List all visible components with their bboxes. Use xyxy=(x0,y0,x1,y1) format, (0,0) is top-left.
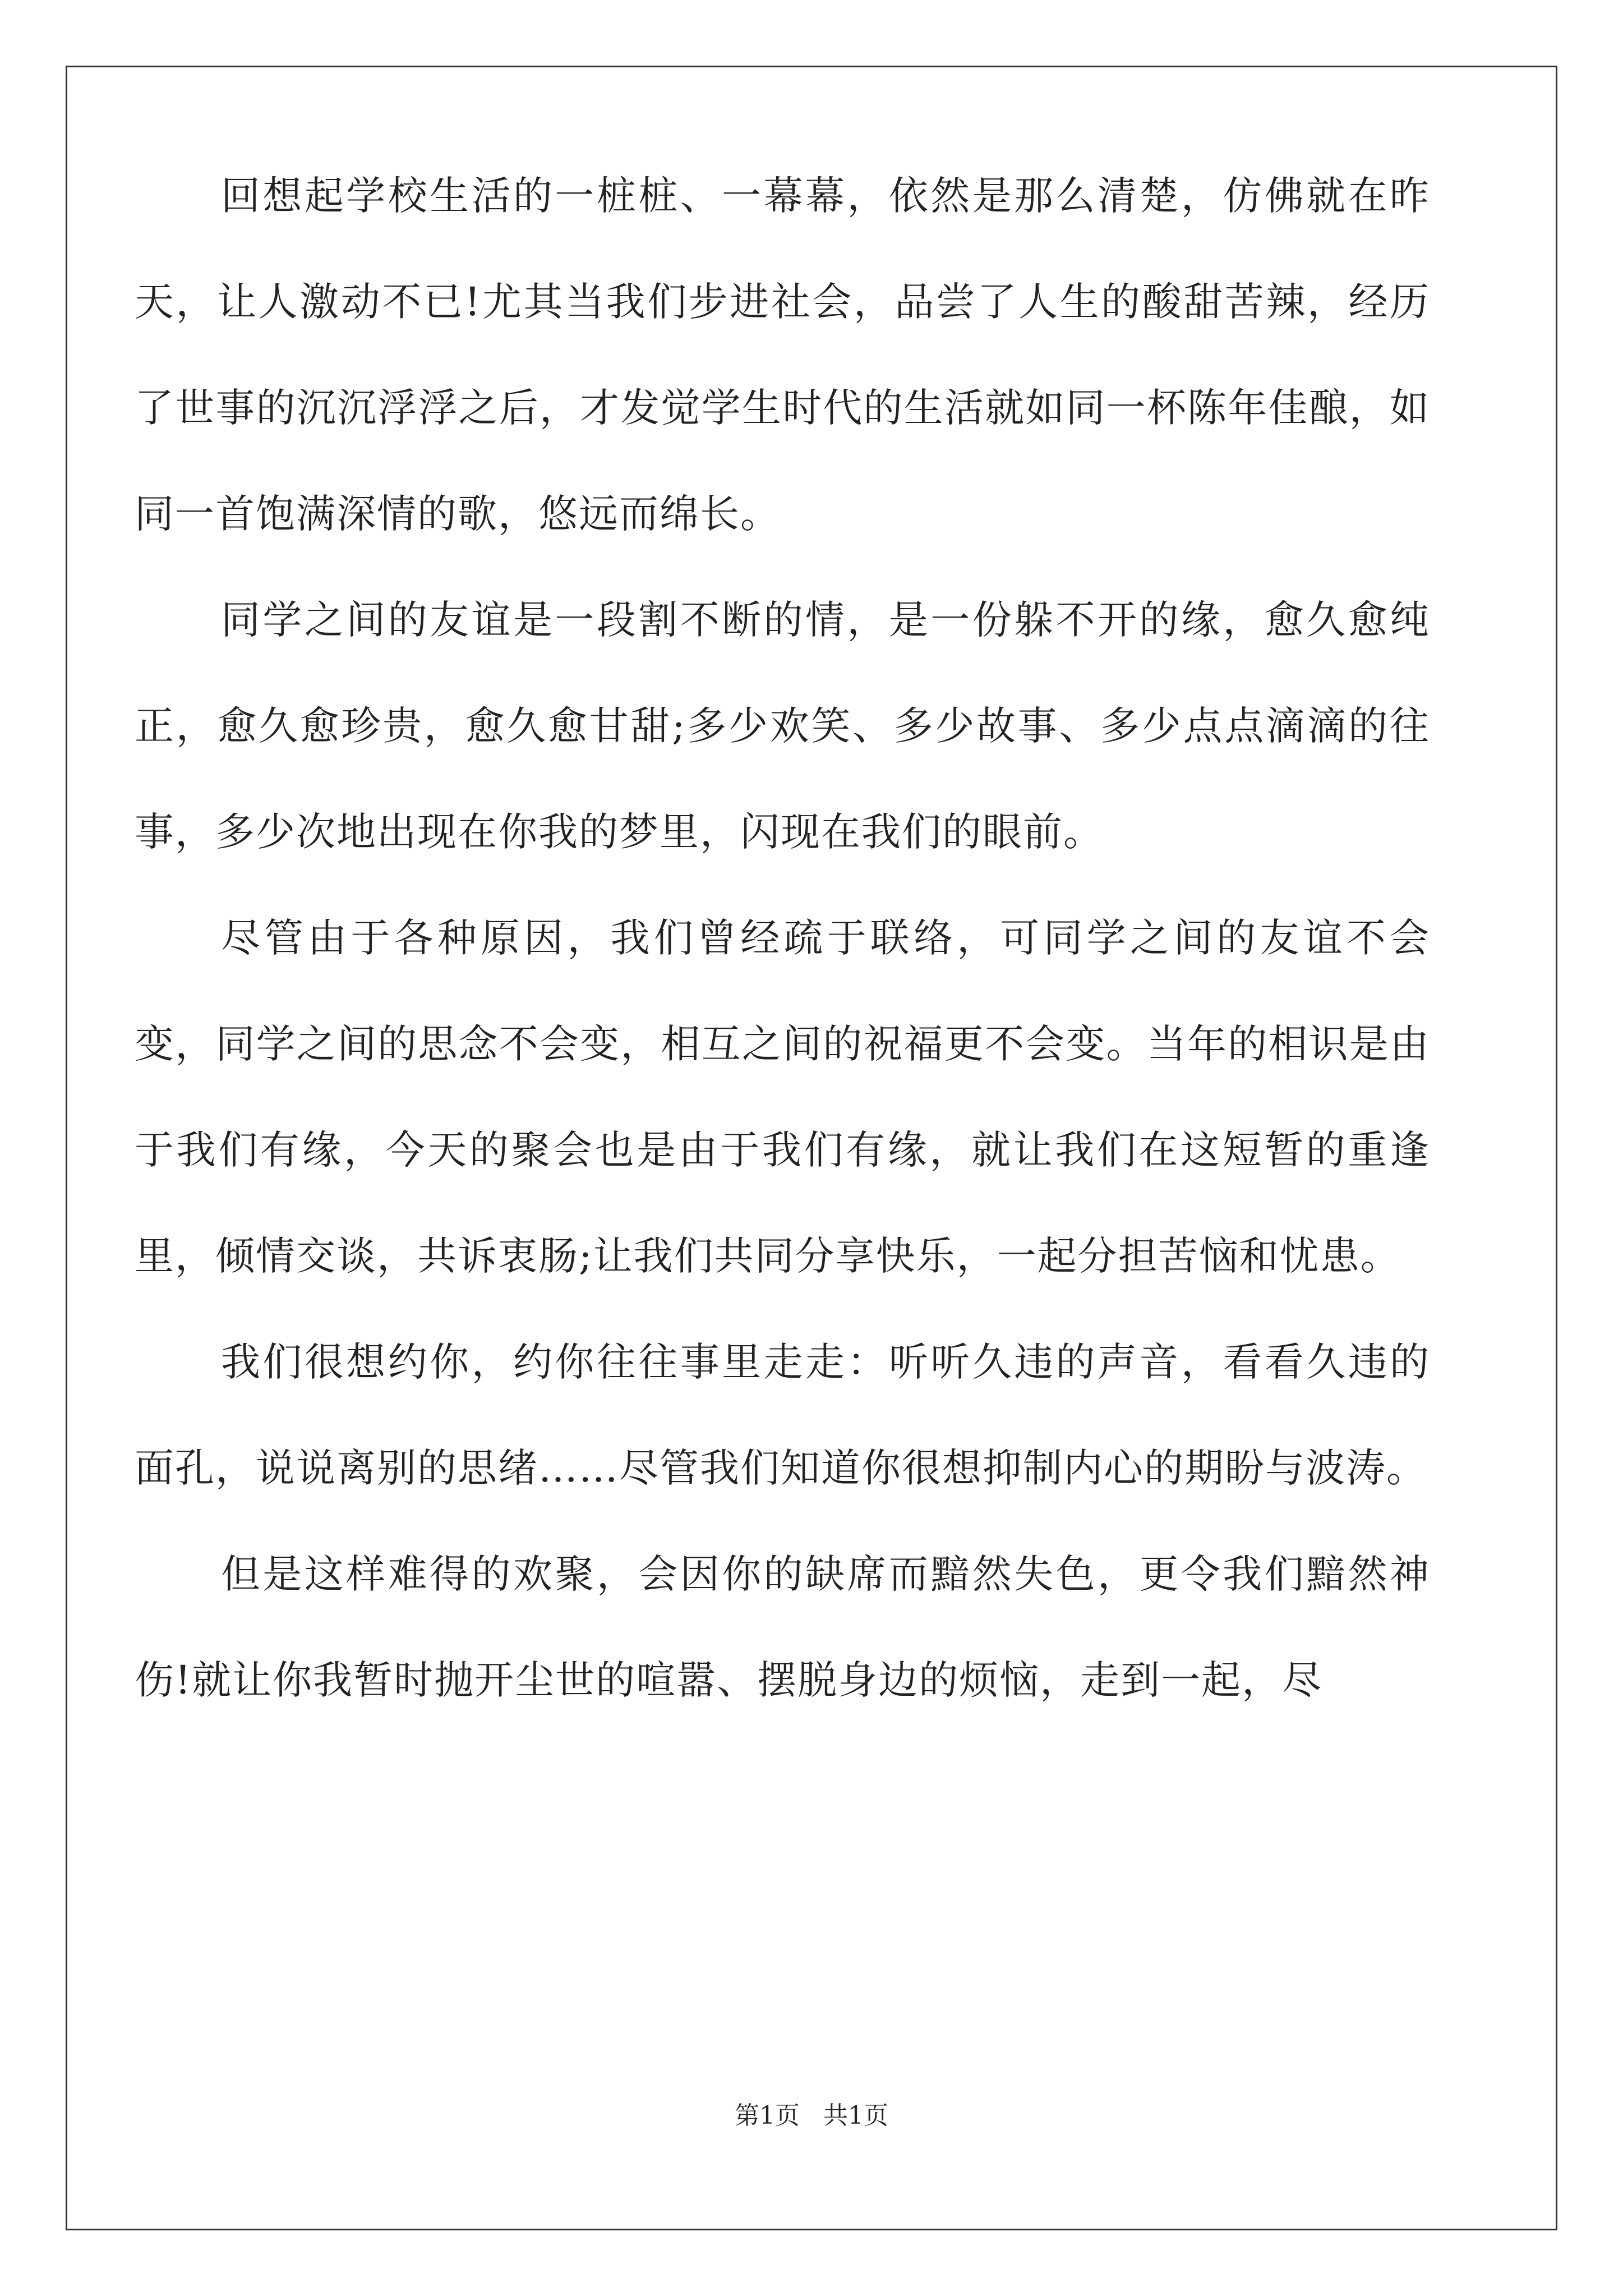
paragraph-1: 回想起学校生活的一桩桩、一幕幕，依然是那么清楚，仿佛就在昨天，让人激动不已!尤其当我们步进社会，品尝了人生的酸甜苦辣，经历了世事的沉沉浮浮之后，才发觉学生时代的生活就如同一杯陈年佳酿，如同一首饱满深情的歌，悠远而绵长。 xyxy=(135,173,1430,537)
paragraph-2: 同学之间的友谊是一段割不断的情，是一份躲不开的缘，愈久愈纯正，愈久愈珍贵，愈久愈甘甜;多少欢笑、多少故事、多少点点滴滴的往事，多少次地出现在你我的梦里，闪现在我们的眼前。 xyxy=(135,597,1430,855)
document-body xyxy=(135,143,1430,1733)
paragraph-4: 我们很想约你，约你往往事里走走：听听久违的声音，看看久违的面孔，说说离别的思绪……尽管我们知道你很想抑制内心的期盼与波涛。 xyxy=(135,1339,1430,1491)
page-number-footer: 第1页 共1页 xyxy=(735,2101,888,2130)
paragraph-5: 但是这样难得的欢聚，会因你的缺席而黯然失色，更令我们黯然神伤!就让你我暂时抛开尘世的喧嚣、摆脱身边的烦恼，走到一起，尽 xyxy=(135,1551,1430,1703)
paragraph-3: 尽管由于各种原因，我们曾经疏于联络，可同学之间的友谊不会变，同学之间的思念不会变，相互之间的祝福更不会变。当年的相识是由于我们有缘，今天的聚会也是由于我们有缘，就让我们在这短暂的重逢里，倾情交谈，共诉衷肠;让我们共同分享快乐，一起分担苦恼和忧患。 xyxy=(135,915,1430,1279)
